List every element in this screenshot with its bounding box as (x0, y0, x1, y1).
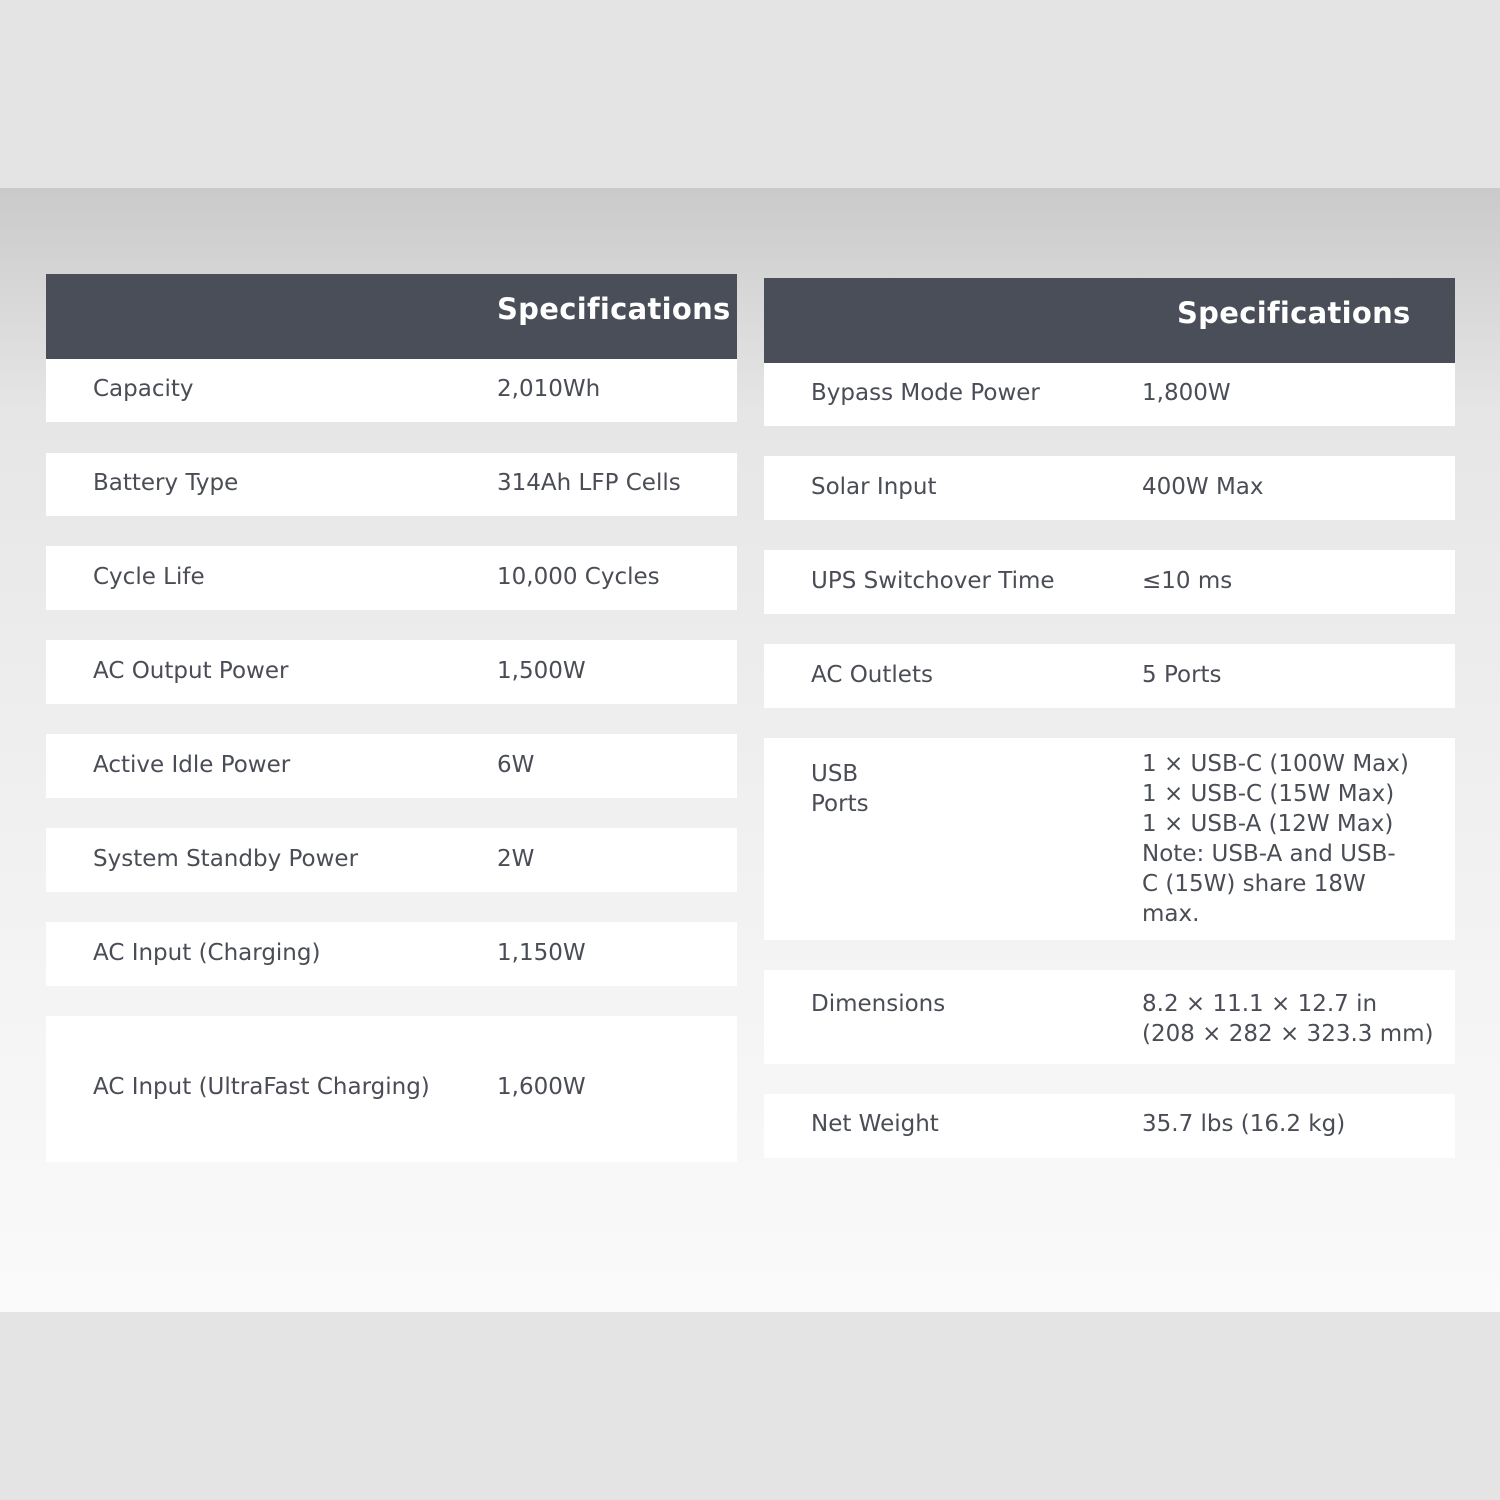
spec-value: ≤10 ms (1142, 568, 1233, 594)
table-header (46, 274, 737, 359)
spec-row-ac-outlets (764, 644, 1455, 708)
spec-value: 1,800W (1142, 380, 1231, 406)
spec-row-net-weight (764, 1094, 1455, 1158)
spec-label: AC Input (Charging) (93, 940, 321, 966)
spec-label: Capacity (93, 376, 194, 402)
spec-value: 400W Max (1142, 474, 1264, 500)
spec-value: 2W (497, 846, 535, 872)
spec-label: UPS Switchover Time (811, 568, 1055, 594)
spec-label: AC Output Power (93, 658, 289, 684)
spec-value: 1,600W (497, 1074, 586, 1100)
spec-label: Solar Input (811, 474, 937, 500)
spec-row-system-standby-power (46, 828, 737, 892)
spec-value: 35.7 lbs (16.2 kg) (1142, 1111, 1346, 1137)
table-header (764, 278, 1455, 363)
spec-label: Cycle Life (93, 564, 205, 590)
spec-label: Battery Type (93, 470, 239, 496)
spec-label: Active Idle Power (93, 752, 291, 778)
spec-row-ac-input-charging (46, 922, 737, 986)
spec-row-active-idle-power (46, 734, 737, 798)
spec-value: 10,000 Cycles (497, 564, 660, 590)
spec-row-cycle-life (46, 546, 737, 610)
spec-label: System Standby Power (93, 846, 359, 872)
spec-row-capacity (46, 359, 737, 422)
header-title: Specifications (497, 292, 731, 326)
spec-label: Bypass Mode Power (811, 380, 1040, 406)
spec-label: AC Outlets (811, 662, 933, 688)
spec-value: 6W (497, 752, 535, 778)
spec-row-dimensions (764, 970, 1455, 1064)
spec-row-ac-output-power (46, 640, 737, 704)
spec-value: 314Ah LFP Cells (497, 470, 681, 496)
spec-value: 1 × USB-C (100W Max) 1 × USB-C (15W Max) 1 × USB-A (12W Max) Note: USB-A and USB- C (15W) share 18W max. (1142, 751, 1409, 927)
spec-row-solar-input (764, 456, 1455, 520)
spec-label: Dimensions (811, 991, 946, 1017)
spec-label: AC Input (UltraFast Charging) (93, 1074, 430, 1100)
spec-row-usb-ports (764, 738, 1455, 940)
spec-value: 1,150W (497, 940, 586, 966)
spec-value: 2,010Wh (497, 376, 601, 402)
spec-label: Net Weight (811, 1111, 939, 1137)
spec-row-bypass-mode-power (764, 363, 1455, 426)
spec-row-ups-switchover-time (764, 550, 1455, 614)
spec-value: 1,500W (497, 658, 586, 684)
spec-value: 8.2 × 11.1 × 12.7 in (208 × 282 × 323.3 mm) (1142, 991, 1434, 1047)
header-title: Specifications (1177, 296, 1411, 330)
spec-row-battery-type (46, 453, 737, 516)
spec-table-right (764, 278, 1455, 1158)
spec-value: 5 Ports (1142, 662, 1222, 688)
spec-table-left (46, 274, 737, 1162)
spec-row-ac-input-ultrafast-charging (46, 1016, 737, 1162)
spec-label: USB Ports (811, 761, 869, 817)
